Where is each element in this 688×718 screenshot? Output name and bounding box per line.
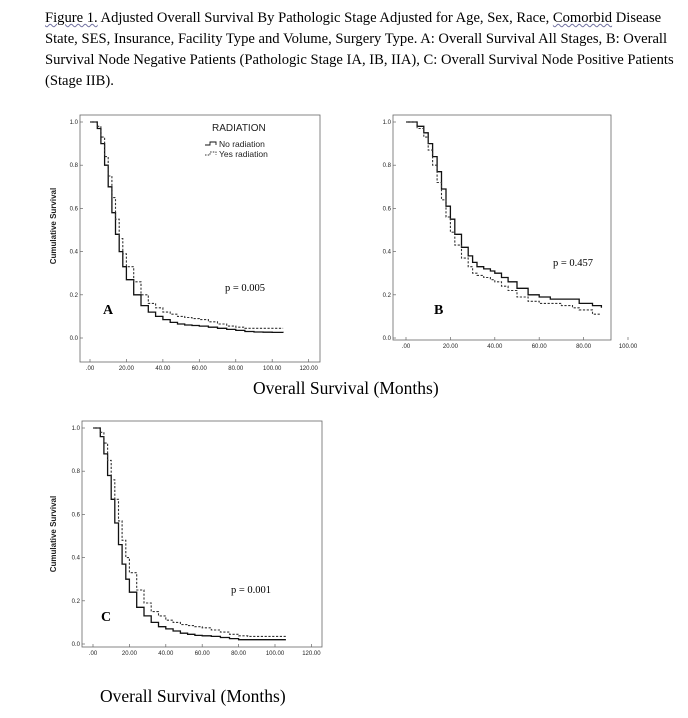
y-tick-label: 0.4 (382, 249, 391, 256)
x-tick-label: 100.00 (265, 651, 285, 657)
chart-panel-b (383, 115, 638, 350)
series-line-no-radiation (406, 122, 601, 308)
x-tick-label: 100.00 (618, 344, 638, 350)
legend-item: Yes radiation (219, 149, 268, 159)
y-tick-label: 0.2 (71, 598, 80, 605)
panel-letter: B (434, 303, 444, 318)
p-value-annotation: p = 0.457 (553, 258, 594, 269)
chart-panel-a (49, 115, 320, 372)
y-tick-label: 0.0 (71, 642, 80, 648)
y-tick-label: 0.2 (69, 292, 78, 299)
chart-panel-c (49, 421, 322, 657)
caption-text-1: Adjusted Overall Survival By Pathologic Stage Adjusted for Age, Sex, Race, (97, 10, 553, 26)
y-tick-label: 0.8 (71, 469, 80, 476)
y-tick-label: 0.8 (382, 163, 391, 170)
x-tick-label: .00 (401, 344, 411, 350)
legend (205, 123, 268, 159)
legend-swatch (205, 152, 216, 155)
caption-comorbid: Comorbid (552, 10, 613, 26)
x-tick-label: 60.00 (531, 344, 547, 350)
x-tick-label: 40.00 (155, 366, 171, 372)
x-tick-label: 20.00 (118, 366, 134, 372)
x-axis-caption-top: Overall Survival (Months) (253, 378, 439, 398)
y-tick-label: 1.0 (71, 426, 80, 432)
x-tick-label: 80.00 (576, 344, 592, 350)
x-tick-label: 80.00 (228, 366, 244, 372)
y-tick-label: 0.0 (69, 336, 78, 342)
y-tick-label: 0.6 (69, 206, 78, 213)
x-axis-caption-bottom: Overall Survival (Months) (100, 686, 286, 706)
x-tick-label: .00 (85, 366, 95, 372)
x-tick-label: 20.00 (442, 344, 458, 350)
y-tick-label: 0.8 (69, 163, 78, 170)
legend-item: No radiation (219, 139, 265, 149)
series-line-yes-radiation (406, 122, 601, 314)
x-tick-label: 40.00 (487, 344, 503, 350)
p-value-annotation: p = 0.001 (231, 585, 272, 596)
x-tick-label: 120.00 (299, 366, 318, 372)
plot-frame (393, 115, 611, 340)
y-tick-label: 0.6 (71, 512, 80, 519)
y-axis-label: Cumulative Survival (49, 495, 58, 573)
panel-letter: C (101, 610, 112, 625)
y-tick-label: 0.6 (382, 206, 391, 213)
y-tick-label: 0.4 (71, 555, 80, 562)
x-tick-label: 80.00 (231, 651, 247, 657)
legend-swatch (205, 142, 216, 145)
x-tick-label: 100.00 (263, 366, 282, 372)
plot-frame (80, 115, 320, 362)
x-tick-label: 60.00 (194, 651, 210, 657)
y-axis-label: Cumulative Survival (49, 187, 58, 265)
y-tick-label: 0.2 (382, 292, 391, 299)
panel-letter: A (103, 303, 114, 318)
x-tick-label: 40.00 (158, 651, 174, 657)
p-value-annotation: p = 0.005 (225, 283, 266, 294)
series-line-yes-radiation (93, 428, 286, 636)
legend-title: RADIATION (212, 123, 266, 134)
caption-text-2: Disease State, SES, Insurance, Facility Type and Volume, Surgery Type. A: Overall Survival All Stages, B: Overall Survival Node Negative Patients (Pathologic Stage IA, IB, IIA), C: Overall Survival Node Positive Patients (Stage IIB). (45, 10, 674, 89)
x-tick-label: 20.00 (121, 651, 137, 657)
x-tick-label: 60.00 (191, 366, 207, 372)
y-tick-label: 0.4 (69, 249, 78, 256)
x-tick-label: 120.00 (302, 651, 321, 657)
y-tick-label: 1.0 (69, 120, 78, 126)
x-tick-label: .00 (88, 651, 98, 657)
y-tick-label: 0.0 (382, 336, 391, 342)
figure-label: Figure 1. (45, 10, 98, 26)
y-tick-label: 1.0 (382, 120, 391, 126)
